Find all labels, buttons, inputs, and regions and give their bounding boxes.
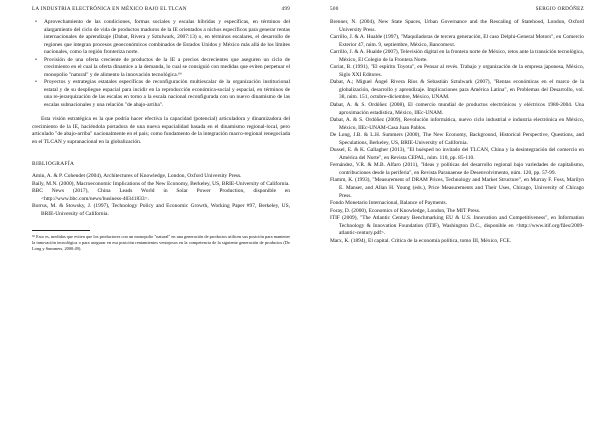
running-title: LA INDUSTRIA ELECTRÓNICA EN MÉXICO BAJO EL TLCAN — [32, 6, 187, 12]
running-header — [32, 6, 290, 12]
reference-entry: Dussel, E. & K. Gallagher (2013), "El huésped no invitado del TLCAN, China y la desintegración del comercio en América del Norte", en Revista CEPAL, núm. 110, pp. 85-110. — [330, 147, 584, 161]
reference-entry: Foray, D. (2000), Economics of Knowledge, London, The MIT Press. — [330, 207, 481, 214]
reference-entry: Flamm, K. (1993), "Measurement of DRAM Prices, Technology and Market Structure", en Murray F. Foss, Marilyn E. Manser, and Allan H. Young (eds.), Price Measurements and Their Uses, Chicago, University of Chicago Press. — [330, 177, 584, 199]
right-page — [300, 0, 600, 431]
section-heading: BIBLIOGRAFÍA — [32, 161, 75, 167]
reference-entry: De Long, J.B. & L.H. Summers (2000), The New Economy, Background, Historical Perspective, Questions, and Speculations, Berkeley, US, BRIE-University of California. — [330, 132, 584, 146]
reference-entry: Borrus, M. & Stowsky, J. (1997), Technology Policy and Economic Growth, Working Paper #97, Berkeley, US, BRIE-University of California. — [32, 203, 290, 217]
reference-entry: Fernández, V.R. & M.B. Alfaro (2011), "Ideas y políticas del desarrollo regional bajo variedades de capitalismo, contribuciones desde la periferia", en Revista Paranaense de Desenvolvimento, núm. 120, pp. 57-99. — [330, 162, 584, 176]
page-number: 500 — [330, 6, 339, 12]
bullet-item: • Provisión de una oferta creciente de productos de la IE a precios decrecientes que aseguren un ciclo de crecimiento en el cual la oferta dinamice a la demanda, lo cual se consiguió con medidas que eviten perpetuar el monopolio "natural" y de alimento la innovación tecnológica.⁶⁶ — [35, 56, 290, 78]
reference-entry: Dabat, A. & S. Ordóñez (2008), El comercio mundial de productos electrónicos y eléctricos 1980-2004. Una aproximación estadística, México, IIEc-UNAM. — [330, 102, 584, 116]
reference-entry: Dabat, A. & S. Ordóñez (2009), Revolución informática, nuevo ciclo industrial e industria electrónica en México, México, IIEc-UNAM-Casa Juan Pablos. — [330, 117, 584, 131]
bullet-item: • Aprovechamiento de las condiciones, formas sociales y escalas híbridas y específicas, en términos del alargamiento del ciclo de vida de productos maduros de la IE orientados a nichos específicos para generar rentas internacionales de aprendizaje (Dabat, Rivera y Sztulwark, 2007:13) o, en términos escalares, el desarrollo de regiones que integran procesos geoeconómicos combinados de Estados Unidos y México más allá de los límites nacionales, como la región fronteriza norte. — [35, 19, 290, 55]
footnote: ⁶⁶ Esto es, medidas que eviten que los productores con un monopolio "natural" en una generación de productos utilicen sus posición para mantener la innovación tecnológica o para asegurar en esa posición rentamientos ventajosos en la competencia de la siguiente generación de productos (De Long y Summers, 2000:49). — [32, 234, 290, 251]
reference-entry: Fondo Monetario Internacional, Balance of Payments. — [330, 200, 447, 207]
body-paragraph: Esta visión estratégica es la que podría hacer efectiva la capacidad (potencial) articuladora y dinamizadora del crecimiento de la IE, haciéndola portadora de una nueva espacialidad basada en el dinamismo regional-local, pero articulado "de abajo-arriba" nacionalmente en el país; como fundamento de la integración macro-regional renegociada en el TLCAN y supranacional en la globalización. — [32, 116, 290, 145]
reference-entry: Baily, M.N. (2000), Macroeconomic Implications of the New Economy, Berkeley, US, BRIE-University of California. — [32, 180, 290, 187]
reference-list — [32, 173, 290, 218]
reference-entry: Brenner, N. (2004), New State Spaces, Urban Governance and the Rescaling of Statehood, London, Oxford University Press. — [330, 19, 584, 33]
bullet-icon: • — [35, 56, 37, 63]
bullet-list — [32, 19, 290, 109]
reference-entry: BBC News (2017), China Leads World in Solar Power Production, disponible en <http://www.bbc.com/news/business-40341833>. — [32, 188, 290, 202]
reference-entry: Marx, K. (1894), El capital. Crítica de la economía política, tomo III, México, FCE. — [330, 237, 511, 244]
bullet-item: • Proyectos y estrategias estatales específicas de reconfiguración multiescalar de la organización institucional estatal y de su despliegue espacial para incidir en la reproducción económica-social y espacial, en términos de una re-jerarquización de las escalas en torno a la escala nacional reconfigurada con un nuevo dinamismo de las escalas subnacionales y una relación "de abajo-arriba". — [35, 79, 290, 108]
running-title: SERGIO ORDÓÑEZ — [535, 6, 584, 12]
bullet-icon: • — [35, 79, 37, 85]
footnote-rule — [32, 230, 90, 231]
bullet-icon: • — [35, 19, 37, 25]
reference-entry: Coriat, B. (1991), "El espíritu Toyota", en Pensar al revés. Trabajo y organización de la empresa japonesa, México, Siglo XXI Editores. — [330, 64, 584, 78]
reference-entry: Amin, A. & P. Cohendet (2004), Architectures of Knowledge, London, Oxford University Press. — [32, 173, 242, 179]
running-header — [330, 6, 584, 12]
reference-list — [330, 19, 584, 245]
page-number: 499 — [281, 6, 290, 12]
reference-entry: Carrillo, J. & A. Hualde (2007), Televisión digital en la frontera norte de México, retos ante la transición tecnológica, México, El Colegio de la Frontera Norte. — [330, 49, 584, 63]
reference-entry: Dabat, A.; Miguel Ángel Rivera Ríos & Sebastián Sztulwark (2007), "Rentas económicas en el marco de la globalización, desarrollo y aprendizaje. Implicaciones para América Latina", en Problemas del Desarrollo, vol. 38, núm. 151, octubre-diciembre, México, UNAM. — [330, 79, 584, 101]
reference-entry: ITIF (2009), "The Atlantic Century Benchmarking EU & U.S. Innovation and Competitiveness", en Information Technology & Innovation Foundation (ITIF), Washington D.C., disponible en <http://www.itif.org/files/2009-atlantic-century.pdf>. — [330, 215, 584, 237]
reference-entry: Carrillo, J. & A. Hualde (1997), "Maquiladoras de tercera generación, El caso Delphi-General Motors", en Comercio Exterior 47, núm. 9, septiembre, México, Bancomext. — [330, 34, 584, 48]
